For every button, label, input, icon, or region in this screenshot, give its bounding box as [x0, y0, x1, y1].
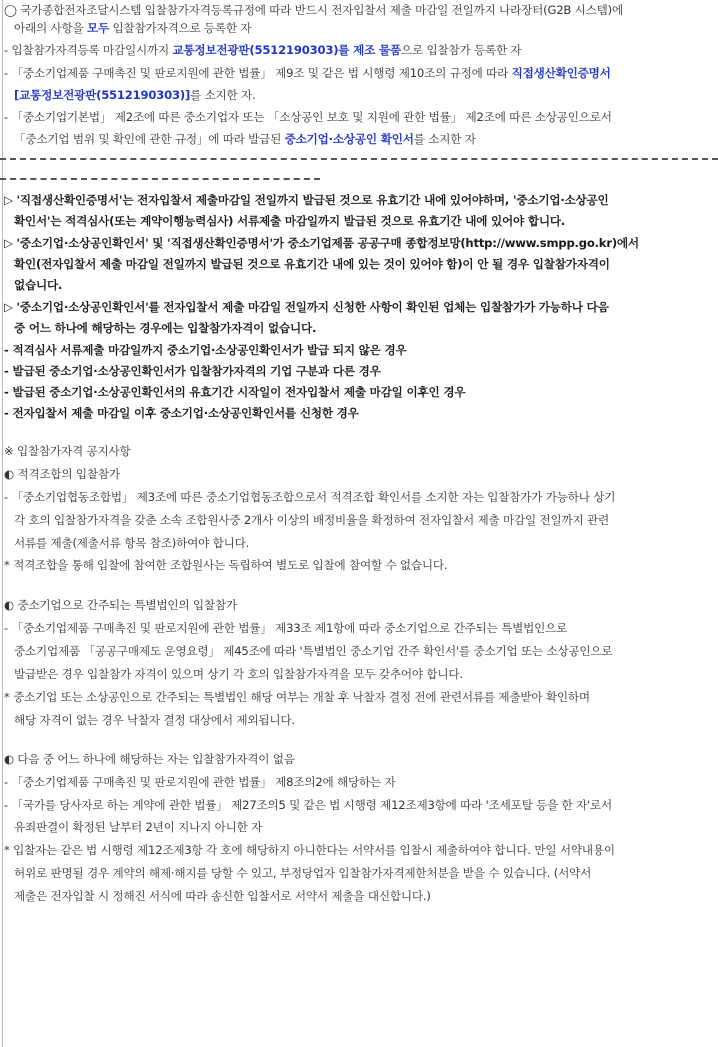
- note-line-6: ▷ '중소기업·소상공인확인서'를 전자입찰서 제출 마감일 전일까지 신청한 사항이 확인된 업체는 입찰참가가 가능하나 다음: [4, 300, 609, 314]
- divider-dashed-short: [0, 178, 320, 180]
- note-line-4: 확인(전자입찰서 제출 마감일 전일까지 발급된 것으로 유효기간 내에 있는 것이 있어야 함)이 안 될 경우 입찰참가자격이: [14, 257, 610, 271]
- note-bullet-4: - 전자입찰서 제출 마감일 이후 중소기업·소상공인확인서를 신청한 경우: [4, 406, 359, 420]
- sme-certificate: 중소기업·소상공인 확인서: [284, 132, 414, 146]
- note-bullet-3: - 발급된 중소기업·소상공인확인서의 유효기간 시작일이 전자입찰서 제출 마감일 이후인 경우: [4, 385, 466, 399]
- section-b-note-1: * 중소기업 또는 소상공인으로 간주되는 특별법인 해당 여부는 개찰 후 낙찰자 결정 전에 관련서류를 제출받아 확인하며: [4, 690, 590, 704]
- section-c-note-3: 제출은 전자입찰 시 정해진 서식에 따라 송신한 입찰서로 서약서 제출을 대신합니다.): [14, 889, 431, 903]
- section-c-note-2: 허위로 판명될 경우 계약의 해제·해지를 당할 수 있고, 부정당업자 입찰참가자격제한처분을 받을 수 있습니다. (서약서: [14, 866, 592, 880]
- note-line-7: 중 어느 하나에 해당하는 경우에는 입찰참가자격이 없습니다.: [14, 321, 317, 335]
- qual-line-4: - 「중소기업제품 구매촉진 및 판로지원에 관한 법률」 제9조 및 같은 법 시행령 제10조의 규정에 따라 직접생산확인증명서: [4, 66, 611, 80]
- section-c-line-3: 유죄판결이 확정된 날부터 2년이 지나지 아니한 자: [14, 820, 263, 834]
- section-a-note: * 적격조합을 통해 입찰에 참여한 조합원사는 독립하여 별도로 입찰에 참여할 수 없습니다.: [4, 558, 448, 572]
- section-b-line-2: 중소기업제품 「공공구매제도 운영요령」 제45조에 따라 '특별법인 중소기업 간주 확인서'를 중소기업 또는 소상공인으로: [14, 644, 613, 658]
- section-a-title: ◐ 적격조합의 입찰참가: [4, 467, 120, 481]
- product-registration: 교통정보전광판(5512190303)를 제조 물품: [172, 43, 401, 57]
- qual-line-1: ◯ 국가종합전자조달시스템 입찰참가자격등록규정에 따라 반드시 전자입찰서 제출 마감일 전일까지 나라장터(G2B 시스템)에: [4, 3, 623, 17]
- section-a-line-1: - 「중소기업협동조합법」 제3조에 따른 중소기업협동조합으로서 적격조합 확인서를 소지한 자는 입찰참가가 가능하나 상기: [4, 490, 616, 504]
- emphasis-all: 모두: [86, 21, 109, 35]
- note-line-5: 없습니다.: [14, 278, 63, 292]
- qual-line-2: 아래의 사항을 모두 입찰참가자격으로 등록한 자: [14, 21, 252, 35]
- note-bullet-1: - 적격심사 서류제출 마감일까지 중소기업·소상공인확인서가 발급 되지 않은 경우: [4, 343, 407, 357]
- section-b-note-2: 해당 자격이 없는 경우 낙찰자 결정 대상에서 제외됩니다.: [14, 713, 295, 727]
- section-c-title: ◐ 다음 중 어느 하나에 해당하는 자는 입찰참가자격이 없음: [4, 752, 295, 766]
- qual-line-6: - 「중소기업기본법」 제2조에 따른 중소기업자 또는 「소상공인 보호 및 지원에 관한 법률」 제2조에 따른 소상공인으로서: [4, 110, 612, 124]
- divider-dashed: [0, 158, 718, 160]
- notice-heading: ※ 입찰참가자격 공지사항: [4, 444, 131, 458]
- section-b-line-1: - 「중소기업제품 구매촉진 및 판로지원에 관한 법률」 제33조 제1항에 따라 중소기업으로 간주되는 특별법인으로: [4, 621, 568, 635]
- qual-line-3: - 입찰참가자격등록 마감일시까지 교통정보전광판(5512190303)를 제조 물품으로 입찰참가 등록한 자: [4, 43, 522, 57]
- section-c-line-1: - 「중소기업제품 구매촉진 및 판로지원에 관한 법률」 제8조의2에 해당하는 자: [4, 775, 396, 789]
- section-a-line-2: 각 호의 입찰참가자격을 갖춘 소속 조합원사중 2개사 이상의 배정비율을 확정하여 전자입찰서 제출 마감일 전일까지 관련: [14, 513, 609, 527]
- section-b-line-3: 발급받은 경우 입찰참가 자격이 있으며 상기 각 호의 입찰참가자격을 모두 갖추어야 합니다.: [14, 667, 463, 681]
- section-a-line-3: 서류를 제출(제출서류 항목 참조)하여야 합니다.: [14, 536, 250, 550]
- qual-line-7: 「중소기업 범위 및 확인에 관한 규정」에 따라 발급된 중소기업·소상공인 확인서를 소지한 자: [14, 132, 476, 146]
- section-c-note-1: * 입찰자는 같은 법 시행령 제12조제3항 각 호에 해당하지 아니한다는 서약서를 입찰시 제출하여야 합니다. 만일 서약내용이: [4, 843, 615, 857]
- note-line-3: ▷ '중소기업·소상공인확인서' 및 '직접생산확인증명서'가 중소기업제품 공공구매 종합정보망(http://www.smpp.go.kr)에서: [4, 236, 639, 250]
- section-b-title: ◐ 중소기업으로 간주되는 특별법인의 입찰참가: [4, 598, 237, 612]
- note-line-2: 확인서'는 적격심사(또는 계약이행능력심사) 서류제출 마감일까지 발급된 것으로 유효기간 내에 있어야 합니다.: [14, 214, 566, 228]
- qual-line-5: [교통정보전광판(5512190303)]를 소지한 자.: [14, 88, 256, 102]
- note-line-1: ▷ '직접생산확인증명서'는 전자입찰서 제출마감일 전일까지 발급된 것으로 유효기간 내에 있어야하며, '중소기업·소상공인: [4, 193, 609, 207]
- note-bullet-2: - 발급된 중소기업·소상공인확인서가 입찰참가자격의 기업 구분과 다른 경우: [4, 364, 381, 378]
- direct-production-cert: 직접생산확인증명서: [511, 66, 611, 80]
- section-c-line-2: - 「국가를 당사자로 하는 계약에 관한 법률」 제27조의5 및 같은 법 시행령 제12조제3항에 따라 '조세포탈 등을 한 자'로서: [4, 798, 613, 812]
- product-code: [교통정보전광판(5512190303)]: [14, 88, 191, 102]
